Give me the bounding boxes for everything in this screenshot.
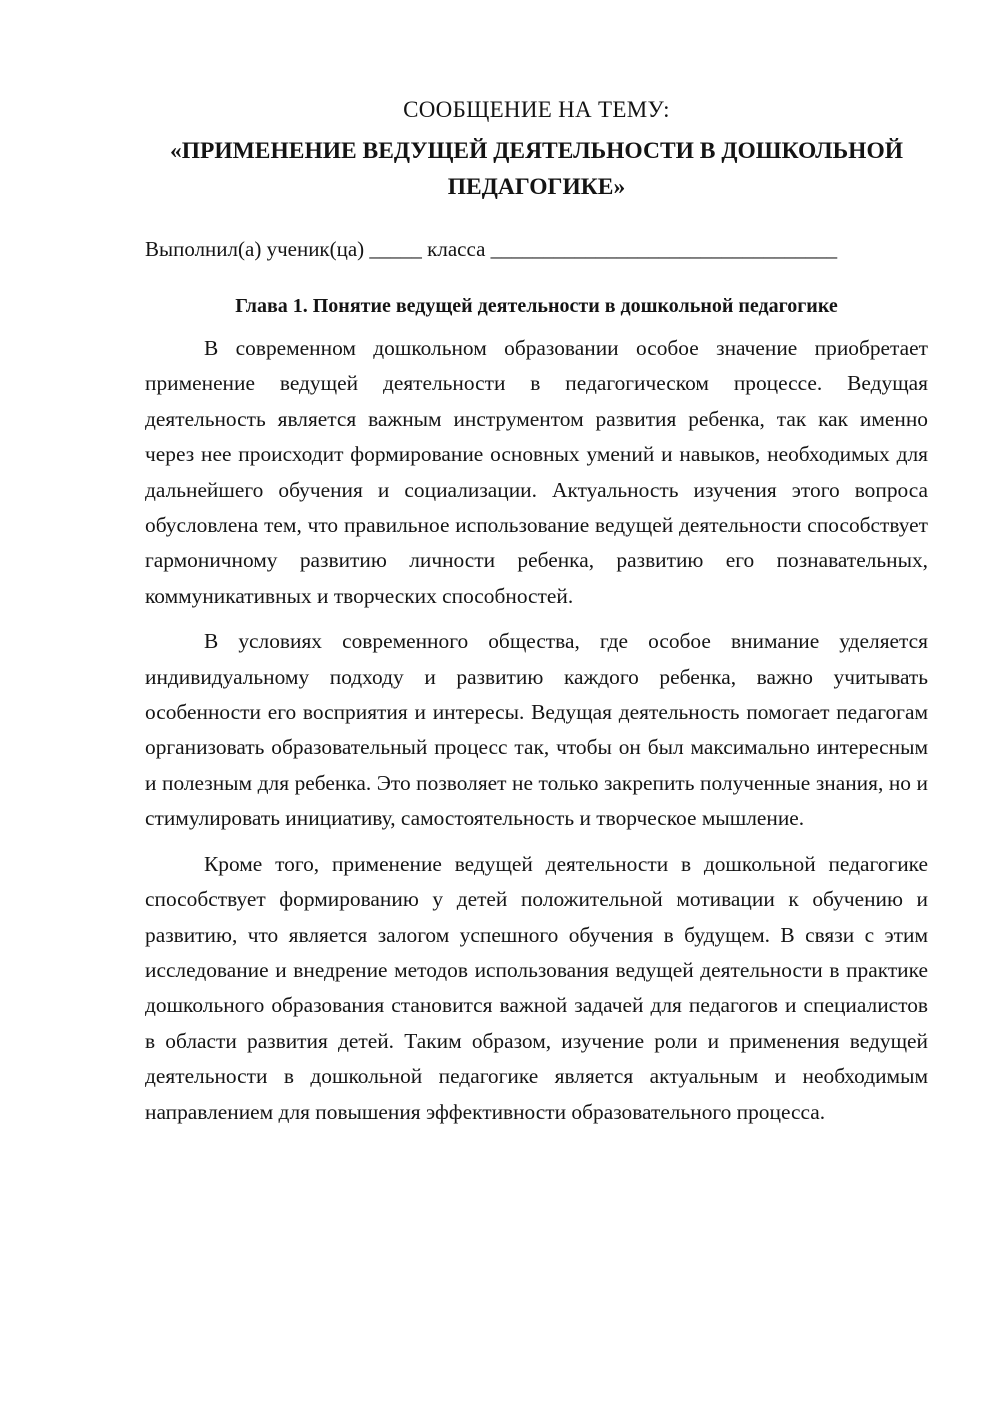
paragraph-3: Кроме того, применение ведущей деятельности в дошкольной педагогике способствует формированию у детей положительной мотивации к обучению и развитию, что является залогом успешного обучения в будущем. В связи с этим исследование и внедрение методов использования ведущей деятельности в практике дошкольного образования становится важной задачей для педагогов и специалистов в области развития детей. Таким образом, изучение роли и применения ведущей деятельности в дошкольной педагогике является актуальным и необходимым направлением для повышения эффективности образовательного процесса. [145, 851, 928, 1124]
author-line: Выполнил(а) ученик(ца) _____ класса _________________________________ [145, 237, 838, 261]
document-heading: СООБЩЕНИЕ НА ТЕМУ: [403, 97, 670, 122]
document-title [145, 133, 928, 205]
paragraph-2: В условиях современного общества, где особое внимание уделяется индивидуальному подходу и развитию каждого ребенка, важно учитывать особенности его восприятия и интересы. Ведущая деятельность помогает педагогам организовать образовательный процесс так, чтобы он был максимально интересным и полезным для ребенка. Это позволяет не только закрепить полученные знания, но и стимулировать инициативу, самостоятельность и творческое мышление. [145, 629, 928, 831]
document-page [145, 95, 928, 1130]
title-line-2: ПЕДАГОГИКЕ» [447, 174, 626, 200]
title-line-1: «ПРИМЕНЕНИЕ ВЕДУЩЕЙ ДЕЯТЕЛЬНОСТИ В ДОШКОЛЬНОЙ [169, 138, 904, 164]
chapter-title: Глава 1. Понятие ведущей деятельности в дошкольной педагогике [235, 295, 838, 317]
paragraph-1: В современном дошкольном образовании особое значение приобретает применение ведущей деятельности в педагогическом процессе. Ведущая деятельность является важным инструментом развития ребенка, так как именно через нее происходит формирование основных умений и навыков, необходимых для дальнейшего обучения и социализации. Актуальность изучения этого вопроса обусловлена тем, что правильное использование ведущей деятельности способствует гармоничному развитию личности ребенка, развитию его познавательных, коммуникативных и творческих способностей. [145, 336, 928, 608]
